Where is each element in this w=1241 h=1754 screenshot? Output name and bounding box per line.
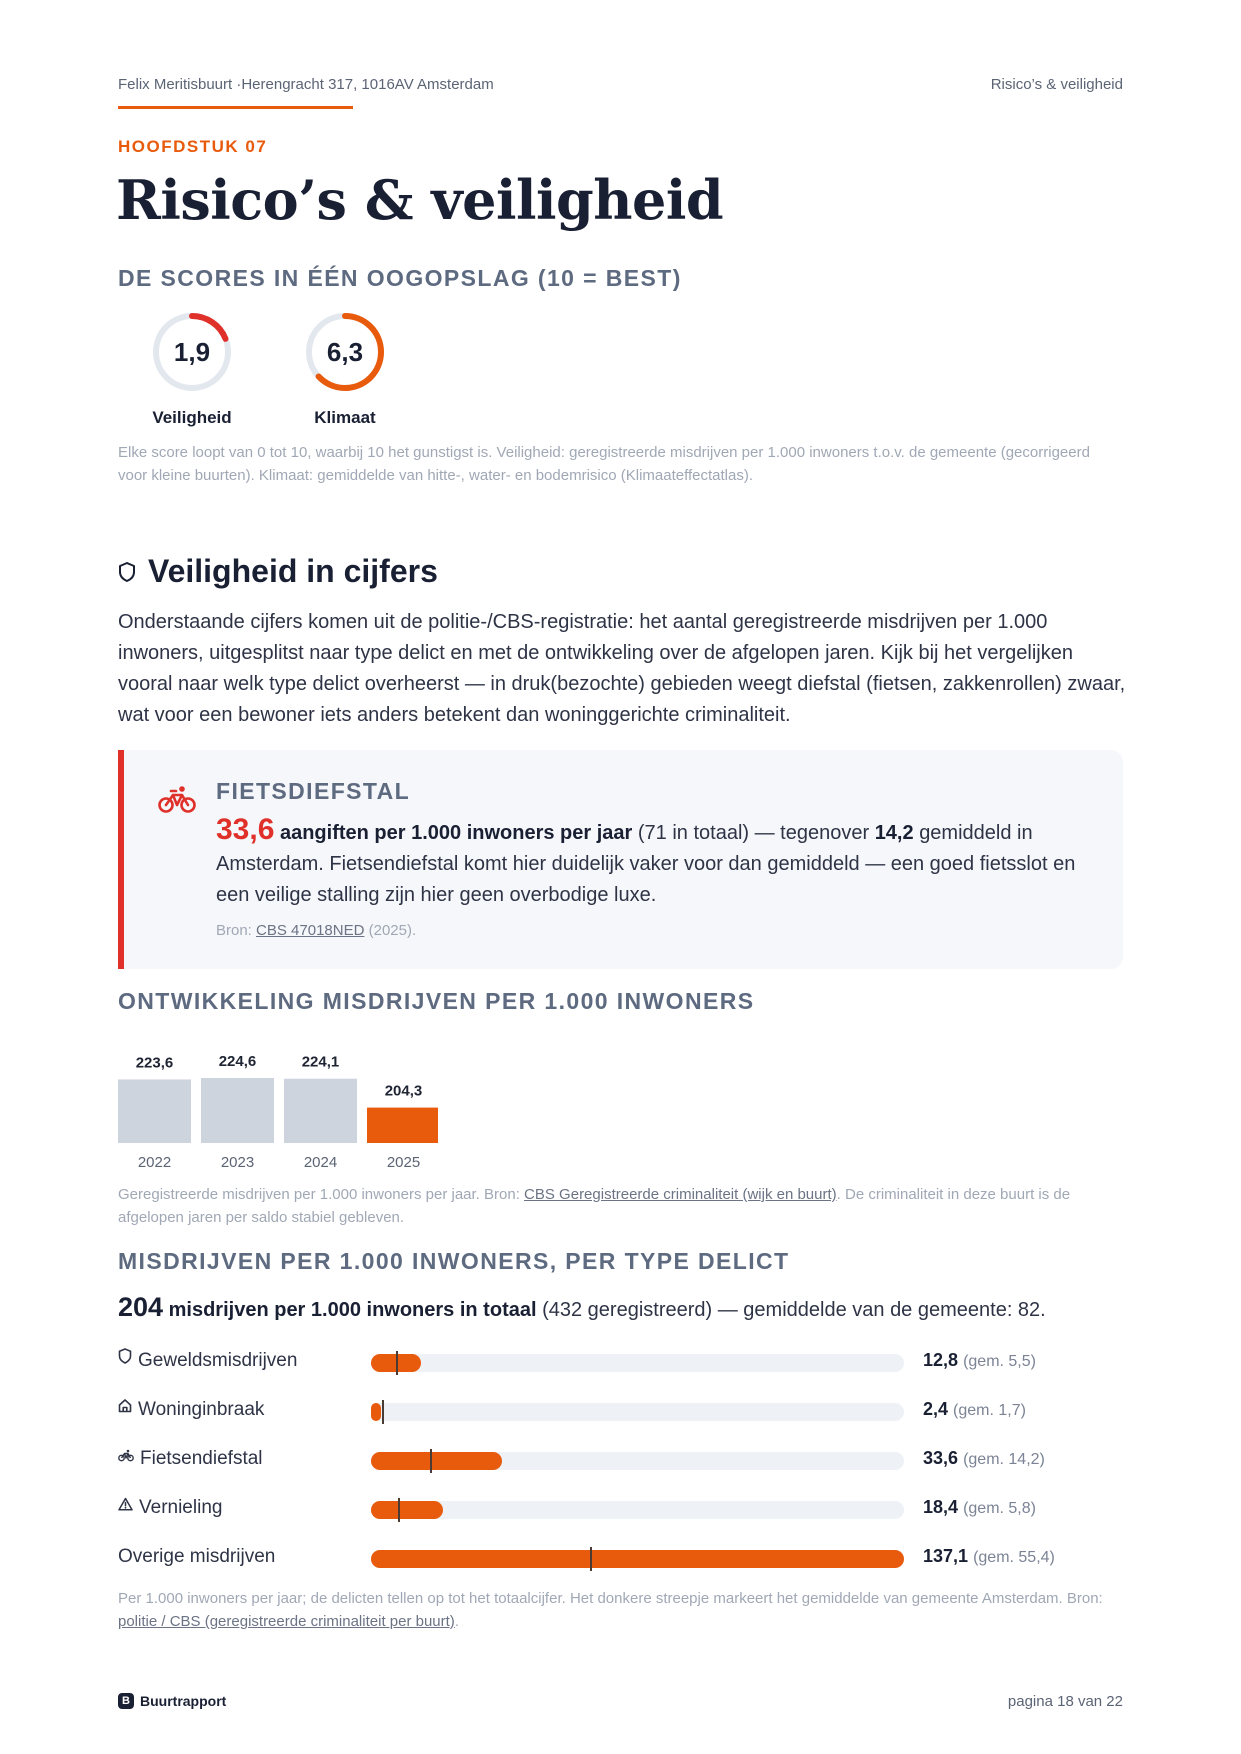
crime-bar-track <box>371 1501 904 1519</box>
score-value: 6,3 <box>326 337 364 367</box>
callout-title: FIETSDIEFSTAL <box>216 778 411 804</box>
page-header <box>118 76 1123 96</box>
trend-year-label: 2024 <box>303 1154 338 1170</box>
crime-label-text: Geweldsmisdrijven <box>138 1350 298 1371</box>
trend-value-label: 224,1 <box>301 1053 340 1071</box>
page-footer <box>118 1693 1123 1713</box>
crime-value <box>923 1448 1045 1469</box>
crime-avg-text: (gem. 5,8) <box>963 1500 1036 1517</box>
brand-name: Buurtrapport <box>140 1693 227 1709</box>
crime-label <box>118 1350 297 1372</box>
total-rest: (432 geregistreerd) — gemiddelde van de gemeente: 82. <box>542 1299 1046 1321</box>
total-label: misdrijven per 1.000 inwoners in totaal <box>168 1299 537 1321</box>
types-note-suffix: . <box>454 1613 459 1630</box>
total-value: 204 <box>118 1292 164 1322</box>
score-gauge-klimaat <box>290 310 400 428</box>
trend-heading: ONTWIKKELING MISDRIJVEN PER 1.000 INWONERS <box>118 988 755 1014</box>
brand <box>118 1693 226 1709</box>
crime-label-text: Vernieling <box>139 1497 223 1518</box>
callout-source <box>216 922 416 939</box>
callout-value: 33,6 <box>216 813 275 846</box>
crime-row-fietsendiefstal <box>118 1446 1123 1472</box>
types-note <box>118 1587 1123 1633</box>
crime-value-text: 18,4 <box>923 1497 959 1517</box>
crime-row-vernieling <box>118 1495 1123 1521</box>
safety-heading-text: Veiligheid in cijfers <box>148 553 438 589</box>
callout-value-label: aangiften per 1.000 inwoners per jaar <box>279 822 633 844</box>
source-prefix: Bron: <box>216 922 252 939</box>
crime-value <box>923 1546 1055 1567</box>
trend-bar <box>284 1079 357 1143</box>
crime-value-text: 12,8 <box>923 1350 959 1370</box>
municipal-average-marker <box>396 1351 398 1375</box>
crime-label <box>118 1497 222 1519</box>
types-total <box>118 1292 1046 1323</box>
crime-label <box>118 1448 263 1470</box>
crime-bar-fill <box>371 1452 502 1470</box>
trend-value-label: 223,6 <box>135 1054 174 1072</box>
crime-bar-track <box>371 1403 904 1421</box>
crime-value-text: 2,4 <box>923 1399 949 1419</box>
trend-bar <box>367 1108 438 1143</box>
municipal-average-marker <box>590 1547 592 1571</box>
chapter-eyebrow: HOOFDSTUK 07 <box>118 137 268 156</box>
safety-intro: Onderstaande cijfers komen uit de politie-/CBS-registratie: het aantal geregistreerde misdrijven per 1.000 inwoners, uitgesplitst naar type delict en met de ontwikkeling over de afgelopen jaren. Kijk bij het vergelijken vooral naar welk type delict overheerst — in druk(bezochte) gebieden weegt diefstal (fietsen, zakkenrollen) zwaar, wat voor een bewoner iets anders betekent dan woninggerichte criminaliteit. <box>118 611 1126 726</box>
shield-icon <box>118 1348 132 1370</box>
crime-bar-track <box>371 1354 904 1372</box>
trend-year-label: 2023 <box>220 1154 255 1170</box>
crime-bar-fill <box>371 1550 904 1568</box>
bicycle-icon <box>118 1446 134 1468</box>
house-icon <box>118 1397 132 1419</box>
crime-label <box>118 1546 275 1568</box>
crime-row-woninginbraak <box>118 1397 1123 1423</box>
trend-year-label: 2022 <box>137 1154 172 1170</box>
crime-value-text: 137,1 <box>923 1546 969 1566</box>
scores-heading: DE SCORES IN ÉÉN OOGOPSLAG (10 = BEST) <box>118 265 682 291</box>
bike-theft-callout <box>118 750 1123 969</box>
crime-row-geweld <box>118 1348 1123 1374</box>
crime-avg-text: (gem. 55,4) <box>973 1549 1055 1566</box>
crime-value <box>923 1350 1036 1371</box>
callout-avg-value: 14,2 <box>874 822 914 844</box>
trend-value-label: 224,6 <box>218 1053 257 1070</box>
scores-note: Elke score loopt van 0 tot 10, waarbij 10 het gunstigst is. Veiligheid: geregistreerde misdrijven per 1.000 inwoners t.o.v. de gemeente (gecorrigeerd voor kleine buurten). Klimaat: gemiddelde van hitte-, water- en bodemrisico (Klimaateffectatlas). <box>118 444 1090 484</box>
crime-avg-text: (gem. 5,5) <box>963 1353 1036 1370</box>
municipal-average-marker <box>382 1400 384 1424</box>
crime-bar-fill <box>371 1501 443 1519</box>
crime-row-overig <box>118 1544 1123 1570</box>
crime-avg-text: (gem. 1,7) <box>953 1402 1026 1419</box>
crime-value <box>923 1399 1026 1420</box>
trend-note <box>118 1183 1123 1229</box>
brand-logo-icon: B <box>118 1693 134 1709</box>
score-gauge-veiligheid <box>137 310 247 428</box>
crime-label-text: Fietsendiefstal <box>140 1448 263 1469</box>
header-section: Risico’s & veiligheid <box>990 76 1123 93</box>
page-number: pagina 18 van 22 <box>1007 1693 1123 1710</box>
source-suffix: (2025). <box>368 922 417 939</box>
crime-label <box>118 1399 264 1421</box>
safety-heading <box>118 553 438 590</box>
trend-value-label: 204,3 <box>384 1082 423 1100</box>
trend-source-link[interactable]: CBS Geregistreerde criminaliteit (wijk en buurt) <box>524 1186 837 1203</box>
municipal-average-marker <box>398 1498 400 1522</box>
bicycle-icon <box>158 784 196 819</box>
header-address: Felix Meritisbuurt ·Herengracht 317, 1016AV Amsterdam <box>118 76 494 93</box>
callout-body <box>216 814 1106 911</box>
header-accent-rule <box>118 106 353 109</box>
crime-value-text: 33,6 <box>923 1448 959 1468</box>
crime-label-text: Woninginbraak <box>138 1399 265 1420</box>
crime-label-text: Overige misdrijven <box>118 1546 276 1567</box>
crime-bar-track <box>371 1550 904 1568</box>
crime-bar-fill <box>371 1403 381 1421</box>
score-label: Klimaat <box>314 408 376 427</box>
callout-avg-text: gemiddeld in Amsterdam. Fietsendiefstal komt hier duidelijk vaker voor dan gemiddeld — een goed fietsslot en een veilige stalling zijn hier geen overbodige luxe. <box>216 822 1076 906</box>
trend-note-prefix: Geregistreerde misdrijven per 1.000 inwoners per jaar. Bron: <box>118 1186 520 1203</box>
page-title: Risico’s & veiligheid <box>116 168 724 232</box>
municipal-average-marker <box>430 1449 432 1473</box>
crime-bar-track <box>371 1452 904 1470</box>
trend-bar <box>201 1078 274 1143</box>
source-link[interactable]: CBS 47018NED <box>256 922 365 939</box>
trend-year-label: 2025 <box>386 1154 421 1170</box>
types-source-link[interactable]: politie / CBS (geregistreerde criminaliteit per buurt) <box>118 1613 455 1630</box>
trend-bar-chart <box>118 1030 438 1170</box>
crime-avg-text: (gem. 14,2) <box>963 1451 1045 1468</box>
score-label: Veiligheid <box>152 408 232 427</box>
trend-bar <box>118 1079 191 1143</box>
types-heading: MISDRIJVEN PER 1.000 INWONERS, PER TYPE DELICT <box>118 1248 790 1274</box>
callout-total-text: (71 in totaal) — tegenover <box>637 822 870 844</box>
types-note-prefix: Per 1.000 inwoners per jaar; de delicten tellen op tot het totaalcijfer. Het donkere streepje markeert het gemiddelde van gemeente Amsterdam. Bron: <box>118 1590 1103 1607</box>
shield-icon <box>118 553 136 590</box>
trend-note-suffix: . De criminaliteit in deze buurt is de afgelopen jaren per saldo stabiel gebleven. <box>118 1186 1071 1226</box>
crime-value <box>923 1497 1036 1518</box>
warning-icon <box>118 1495 133 1517</box>
score-value: 1,9 <box>173 337 211 367</box>
